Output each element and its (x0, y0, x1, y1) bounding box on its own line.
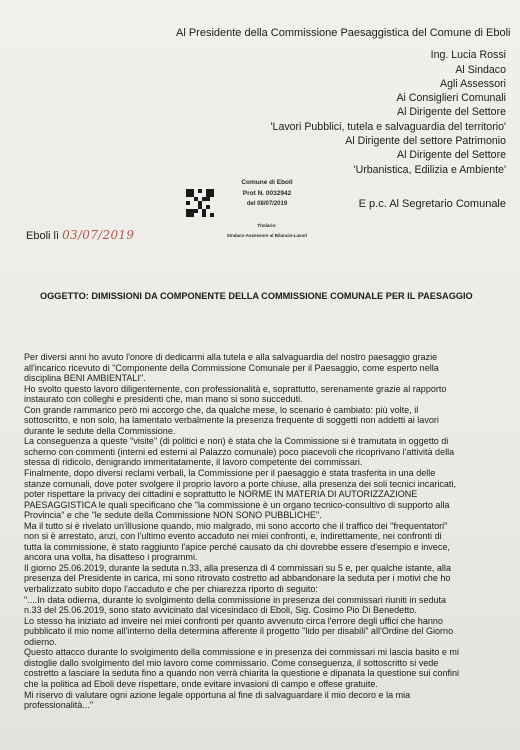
body-line: Finalmente, dopo diversi reclami verbali, la Commissione per il paesaggio è stata trasferita in una delle (24, 468, 436, 479)
recipient-line: Al Dirigente del Settore (397, 149, 506, 162)
body-line: non si è arrestato, anzi, con l'ultimo evento accaduto nei miei confronti, e, indirettamente, nei confronti di (24, 531, 442, 542)
qr-code-icon (186, 189, 214, 217)
recipient-line: Agli Assessori (440, 77, 506, 90)
recipient-line: Al Sindaco (455, 63, 506, 76)
recipient-line: 'Urbanistica, Edilizia e Ambiente' (353, 163, 506, 176)
body-line: ancora una volta, ha disatteso i programmi. (24, 552, 198, 563)
body-line: durante le sedute della Commissione. (24, 425, 176, 436)
place-date (26, 228, 134, 242)
recipient-line: 'Lavori Pubblici, tutela e salvaguardia del territorio' (270, 120, 506, 133)
body-line: Questo attacco durante lo svolgimento della commissione e in presenza dei commissari mi lascia basito e mi (24, 647, 459, 658)
body-line: tutta la commissione, è stato raggiunto l'apice perché causato da chi dovrebbe essere d'esempio e invece, (24, 541, 450, 552)
stamp-office: Sindaco-Assessore al Bilancio-Lavori (226, 233, 308, 238)
stamp-comune: Comune di Eboli (241, 179, 293, 186)
stamp-classification (222, 221, 312, 241)
body-line: instaurato con colleghi e presidenti che, man mano si sono succeduti. (24, 394, 303, 405)
body-line: distoglie dallo svolgimento del mio lavoro come commissario. Come conseguenza, il sottoscritto si vede (24, 657, 439, 668)
body-line: stessa di ridicolo, denigrando immeritatamente, il lavoro competente dei commissari. (24, 457, 363, 468)
letter-body (24, 352, 514, 711)
stamp-prot: Prot N. 0032942 (242, 190, 292, 197)
stamp-titolario: Titolario: (257, 223, 277, 228)
body-line: verbalizzato subito dopo l'accaduto e che per chiarezza riporto di seguito: (24, 584, 318, 595)
body-line: che la politica ad Eboli deve rispettare, onde evitare invasioni di campo e offese gratuite. (24, 678, 378, 689)
place-label: Eboli lì (26, 230, 60, 242)
protocol-stamp (186, 177, 316, 255)
body-line: all'incarico ricevuto di "Componente della Commissione Comunale per il Paesaggio, come esperto nella (24, 362, 439, 373)
stamp-date: del 08/07/2019 (246, 201, 288, 207)
body-line: Ho svolto questo lavoro diligentemente, con professionalità e, soprattutto, serenamente grazie al rapporto (24, 383, 447, 394)
recipient-lead: Al Presidente della Commissione Paesaggistica del Comune di Eboli (176, 27, 511, 39)
letter-subject: OGGETTO: DIMISSIONI DA COMPONENTE DELLA COMMISSIONE COMUNALE PER IL PAESAGGIO (40, 291, 473, 301)
body-line: poter rispettare la privacy dei cittadini e soprattutto le NORME IN MATERIA DI AUTORIZZAZIONE (24, 489, 418, 500)
recipient-line: Al Dirigente del Settore (397, 106, 506, 119)
body-line: Ma il tutto si è rivelato un'illusione quando, mio malgrado, mi sono accorto che il traffico dei "frequentatori" (24, 520, 448, 531)
body-line: disciplina BENI AMBIENTALI". (24, 373, 146, 384)
body-line: odierno. (24, 636, 57, 647)
body-line: professionalità..." (24, 700, 94, 711)
body-line: Provincia" e che "le sedute della Commissione NON SONO PUBBLICHE". (24, 510, 322, 521)
body-line: Per diversi anni ho avuto l'onore di dedicarmi alla tutela e alla salvaguardia del nostro paesaggio grazie (24, 352, 438, 362)
body-line: presenza del Presidente in carica, mi sono ritrovato costretto ad abbandonare la seduta per i motivi che ho (24, 573, 451, 584)
body-line: Mi riservo di valutare ogni azione legale opportuna al fine di salvaguardare il mio decoro e la mia (24, 689, 411, 700)
body-line: sottoscritto, e non solo, ha lamentato verbalmente la presenza frequente di soggetti non addetti ai lavori (24, 415, 439, 426)
body-line: Il giorno 25.06.2019, durante la seduta n.33, alla presenza di 4 commissari su 5 e, per qualche istante, alla (24, 562, 451, 573)
cc-line: E p.c. Al Segretario Comunale (358, 197, 506, 210)
body-line: "....In data odierna, durante lo svolgimento della commissione in presenza dei commissari riuniti in seduta (24, 594, 447, 605)
body-line: Lo stesso ha iniziato ad inveire nei miei confronti per quanto avvenuto circa l'errore degli uffici che hanno (24, 615, 443, 626)
recipient-line: Al Dirigente del settore Patrimonio (345, 135, 506, 148)
body-line: stanze comunali, dove poter svolgere il proprio lavoro a porte chiuse, alla presenza dei soli tecnici incaricati, (24, 478, 456, 489)
body-line: n.33 del 25.06.2019, sono stato avvicinato dal vicesindaco di Eboli, Sig. Cosimo Pio Di Benedetto. (24, 605, 417, 616)
body-line: pubblicato il mio nome all'interno della determina afferente il progetto "lido per disabili" all'Ordine del Giorno (24, 626, 454, 637)
body-line: La conseguenza a queste "visite" (di politici e non) è stata che la Commissione si è tramutata in oggetto di (24, 436, 449, 447)
stamp-text (222, 177, 312, 210)
body-line: PAESAGGISTICA le quali specificano che "la commissione è un organo tecnico-consultivo di supporto alla (24, 499, 450, 510)
recipient-line: Ing. Lucia Rossi (430, 49, 506, 62)
body-line: costretto a lasciare la seduta fino a quando non verrà chiarita la questione e dipanata la questione sui confini (24, 668, 460, 679)
handwritten-date: 03/07/2019 (62, 228, 135, 242)
recipient-line: Ai Consiglieri Comunali (396, 92, 506, 105)
body-line: Con grande rammarico però mi accorgo che, da qualche mese, lo scenario è cambiato: più volte, il (24, 404, 419, 415)
body-line: scherno con commenti (interni ed esterni al Palazzo comunale) poco piacevoli che ricoprivano l'attività della (24, 446, 455, 457)
